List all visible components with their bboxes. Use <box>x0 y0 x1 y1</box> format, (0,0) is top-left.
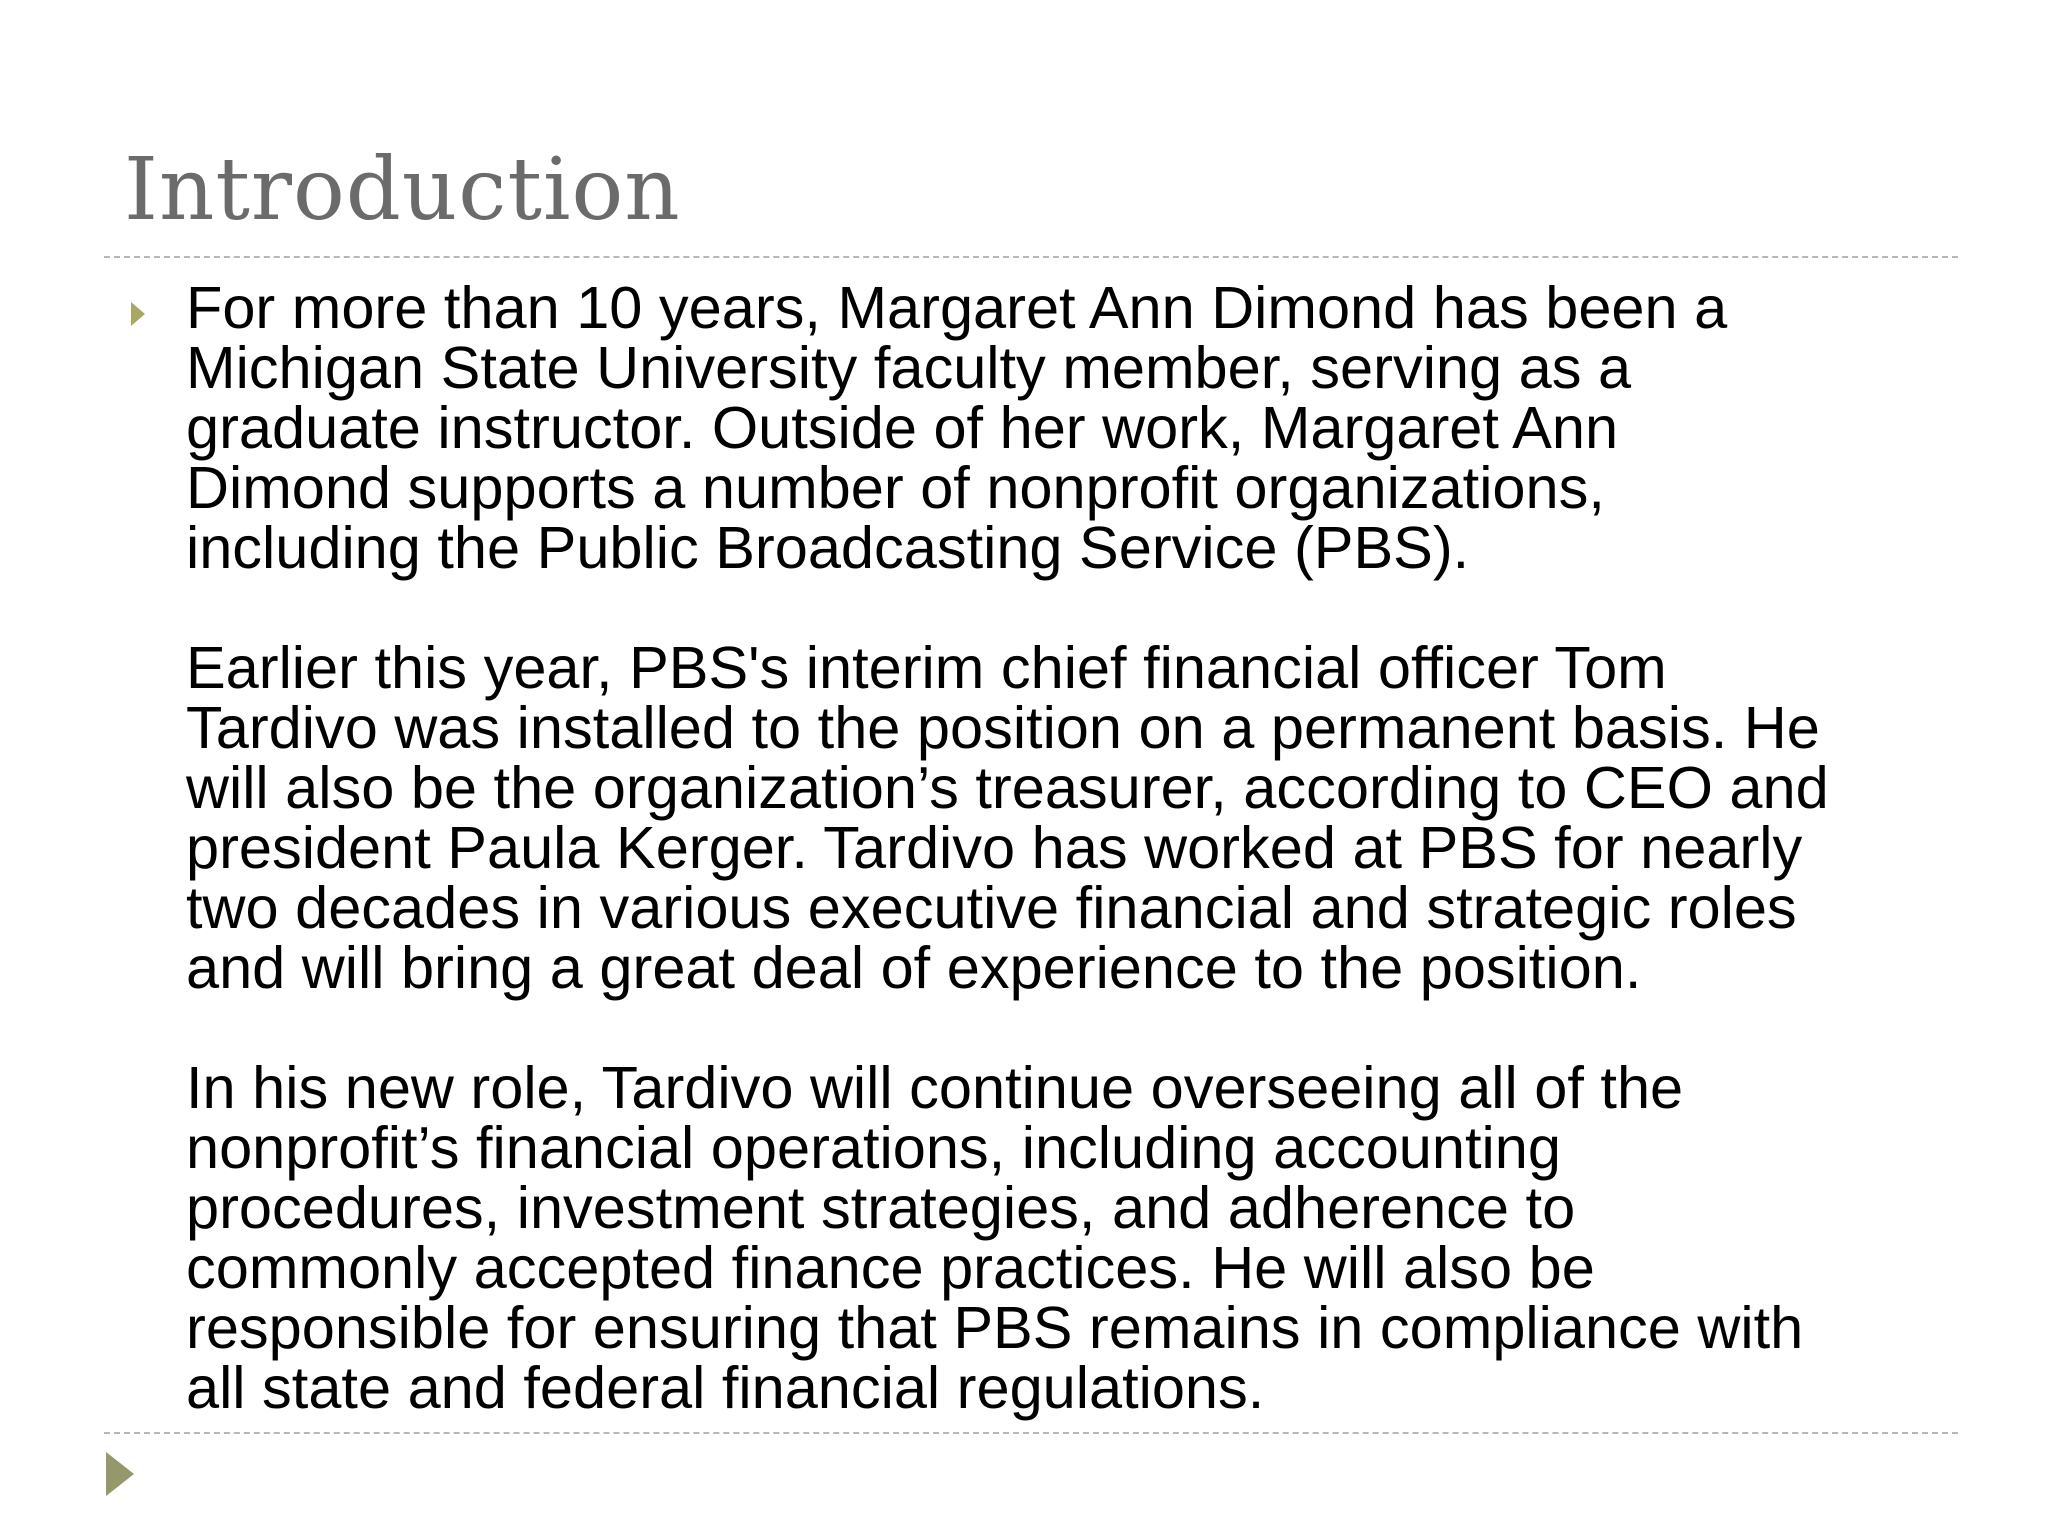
text-line: Michigan State University faculty member, serving as a <box>186 334 1632 401</box>
text-line: In his new role, Tardivo will continue overseeing all of the <box>186 1054 1684 1121</box>
text-line: all state and federal financial regulations. <box>186 1354 1265 1421</box>
next-slide-arrow-icon[interactable] <box>106 1452 134 1496</box>
text-line: president Paula Kerger. Tardivo has worked at PBS for nearly <box>186 814 1803 881</box>
text-line: nonprofit’s financial operations, including accounting <box>186 1114 1561 1181</box>
text-line: and will bring a great deal of experience to the position. <box>186 934 1642 1001</box>
footer-divider <box>104 1432 1958 1434</box>
text-line: commonly accepted finance practices. He will also be <box>186 1234 1595 1301</box>
paragraph-1 <box>186 274 1946 581</box>
text-line: Dimond supports a number of nonprofit organizations, <box>186 454 1605 521</box>
text-line: two decades in various executive financial and strategic roles <box>186 874 1797 941</box>
paragraph-2 <box>186 634 1946 1001</box>
text-line: Earlier this year, PBS's interim chief financial officer Tom <box>186 634 1667 701</box>
slide-body <box>186 274 1946 1421</box>
title-divider <box>104 256 1958 258</box>
text-line: Tardivo was installed to the position on a permanent basis. He <box>186 694 1820 761</box>
text-line: procedures, investment strategies, and adherence to <box>186 1174 1576 1241</box>
triangle-bullet-icon <box>131 302 145 326</box>
paragraph-3 <box>186 1054 1946 1421</box>
slide-title: Introduction <box>124 140 681 240</box>
text-line: responsible for ensuring that PBS remains in compliance with <box>186 1294 1804 1361</box>
text-line: graduate instructor. Outside of her work, Margaret Ann <box>186 394 1619 461</box>
text-line: will also be the organization’s treasurer, according to CEO and <box>186 754 1829 821</box>
text-line: For more than 10 years, Margaret Ann Dimond has been a <box>186 274 1728 341</box>
text-line: including the Public Broadcasting Service (PBS). <box>186 514 1470 581</box>
